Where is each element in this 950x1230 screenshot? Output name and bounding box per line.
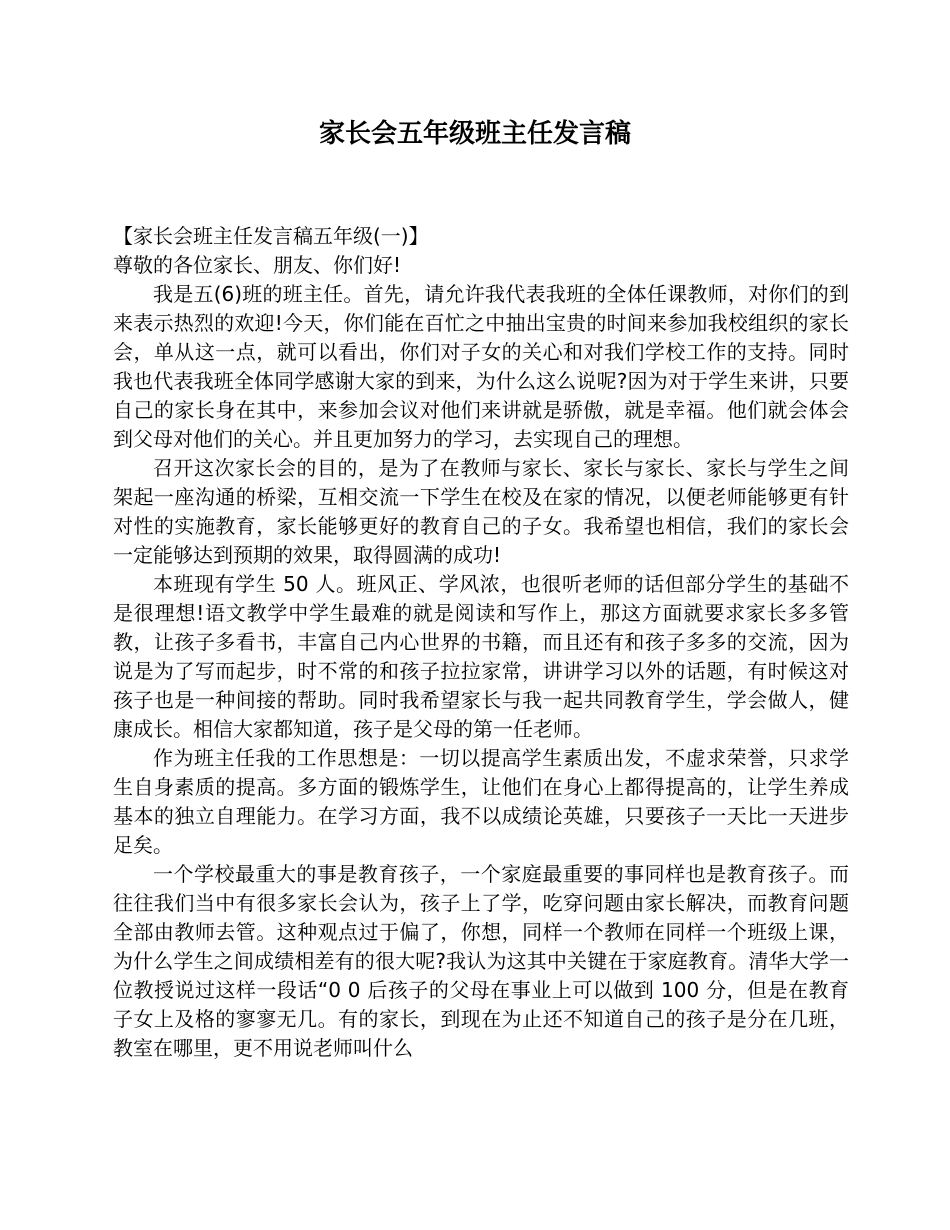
paragraph-3: 本班现有学生 50 人。班风正、学风浓，也很听老师的话但部分学生的基础不是很理想!语文教学中学生最难的就是阅读和写作上，那这方面就要求家长多多管教，让孩子多看书，丰富自己内心世界的书籍，而且还有和孩子多多的交流，因为说是为了写而起步，时不常的和孩子拉拉家常，讲讲学习以外的话题，有时候这对孩子也是一种间接的帮助。同时我希望家长与我一起共同教育学生，学会做人，健康成长。相信大家都知道，孩子是父母的第一任老师。: [113, 572, 849, 741]
paragraph-2: 召开这次家长会的目的，是为了在教师与家长、家长与家长、家长与学生之间架起一座沟通的桥梁，互相交流一下学生在校及在家的情况，以便老师能够更有针对性的实施教育，家长能够更好的教育自己的子女。我希望也相信，我们的家长会一定能够达到预期的效果，取得圆满的成功!: [113, 456, 849, 567]
greeting-line: 尊敬的各位家长、朋友、你们好!: [113, 253, 402, 277]
paragraph-1: 我是五(6)班的班主任。首先，请允许我代表我班的全体任课教师，对你们的到来表示热烈的欢迎!今天，你们能在百忙之中抽出宝贵的时间来参加我校组织的家长会，单从这一点，就可以看出，你们对子女的关心和对我们学校工作的支持。同时我也代表我班全体同学感谢大家的到来，为什么这么说呢?因为对于学生来讲，只要自己的家长身在其中，来参加会议对他们来讲就是骄傲，就是幸福。他们就会体会到父母对他们的关心。并且更加努力的学习，去实现自己的理想。: [113, 282, 849, 451]
document-body: [113, 222, 849, 1063]
section-heading: 【家长会班主任发言稿五年级(一)】: [113, 224, 429, 248]
paragraph-5: 一个学校最重大的事是教育孩子，一个家庭最重要的事同样也是教育孩子。而往往我们当中有很多家长会认为，孩子上了学，吃穿问题由家长解决，而教育问题全部由教师去管。这种观点过于偏了，你想，同样一个教师在同样一个班级上课，为什么学生之间成绩相差有的很大呢?我认为这其中关键在于家庭教育。清华大学一位教授说过这样一段话“0 0 后孩子的父母在事业上可以做到 100 分，但是在教育子女上及格的寥寥无几。有的家长，到现在为止还不知道自己的孩子是分在几班，教室在哪里，更不用说老师叫什么: [113, 862, 849, 1060]
document-title: 家长会五年级班主任发言稿: [318, 119, 631, 149]
paragraph-4: 作为班主任我的工作思想是：一切以提高学生素质出发，不虚求荣誉，只求学生自身素质的提高。多方面的锻炼学生，让他们在身心上都得提高的，让学生养成基本的独立自理能力。在学习方面，我不以成绩论英雄，只要孩子一天比一天进步足矣。: [113, 746, 849, 857]
